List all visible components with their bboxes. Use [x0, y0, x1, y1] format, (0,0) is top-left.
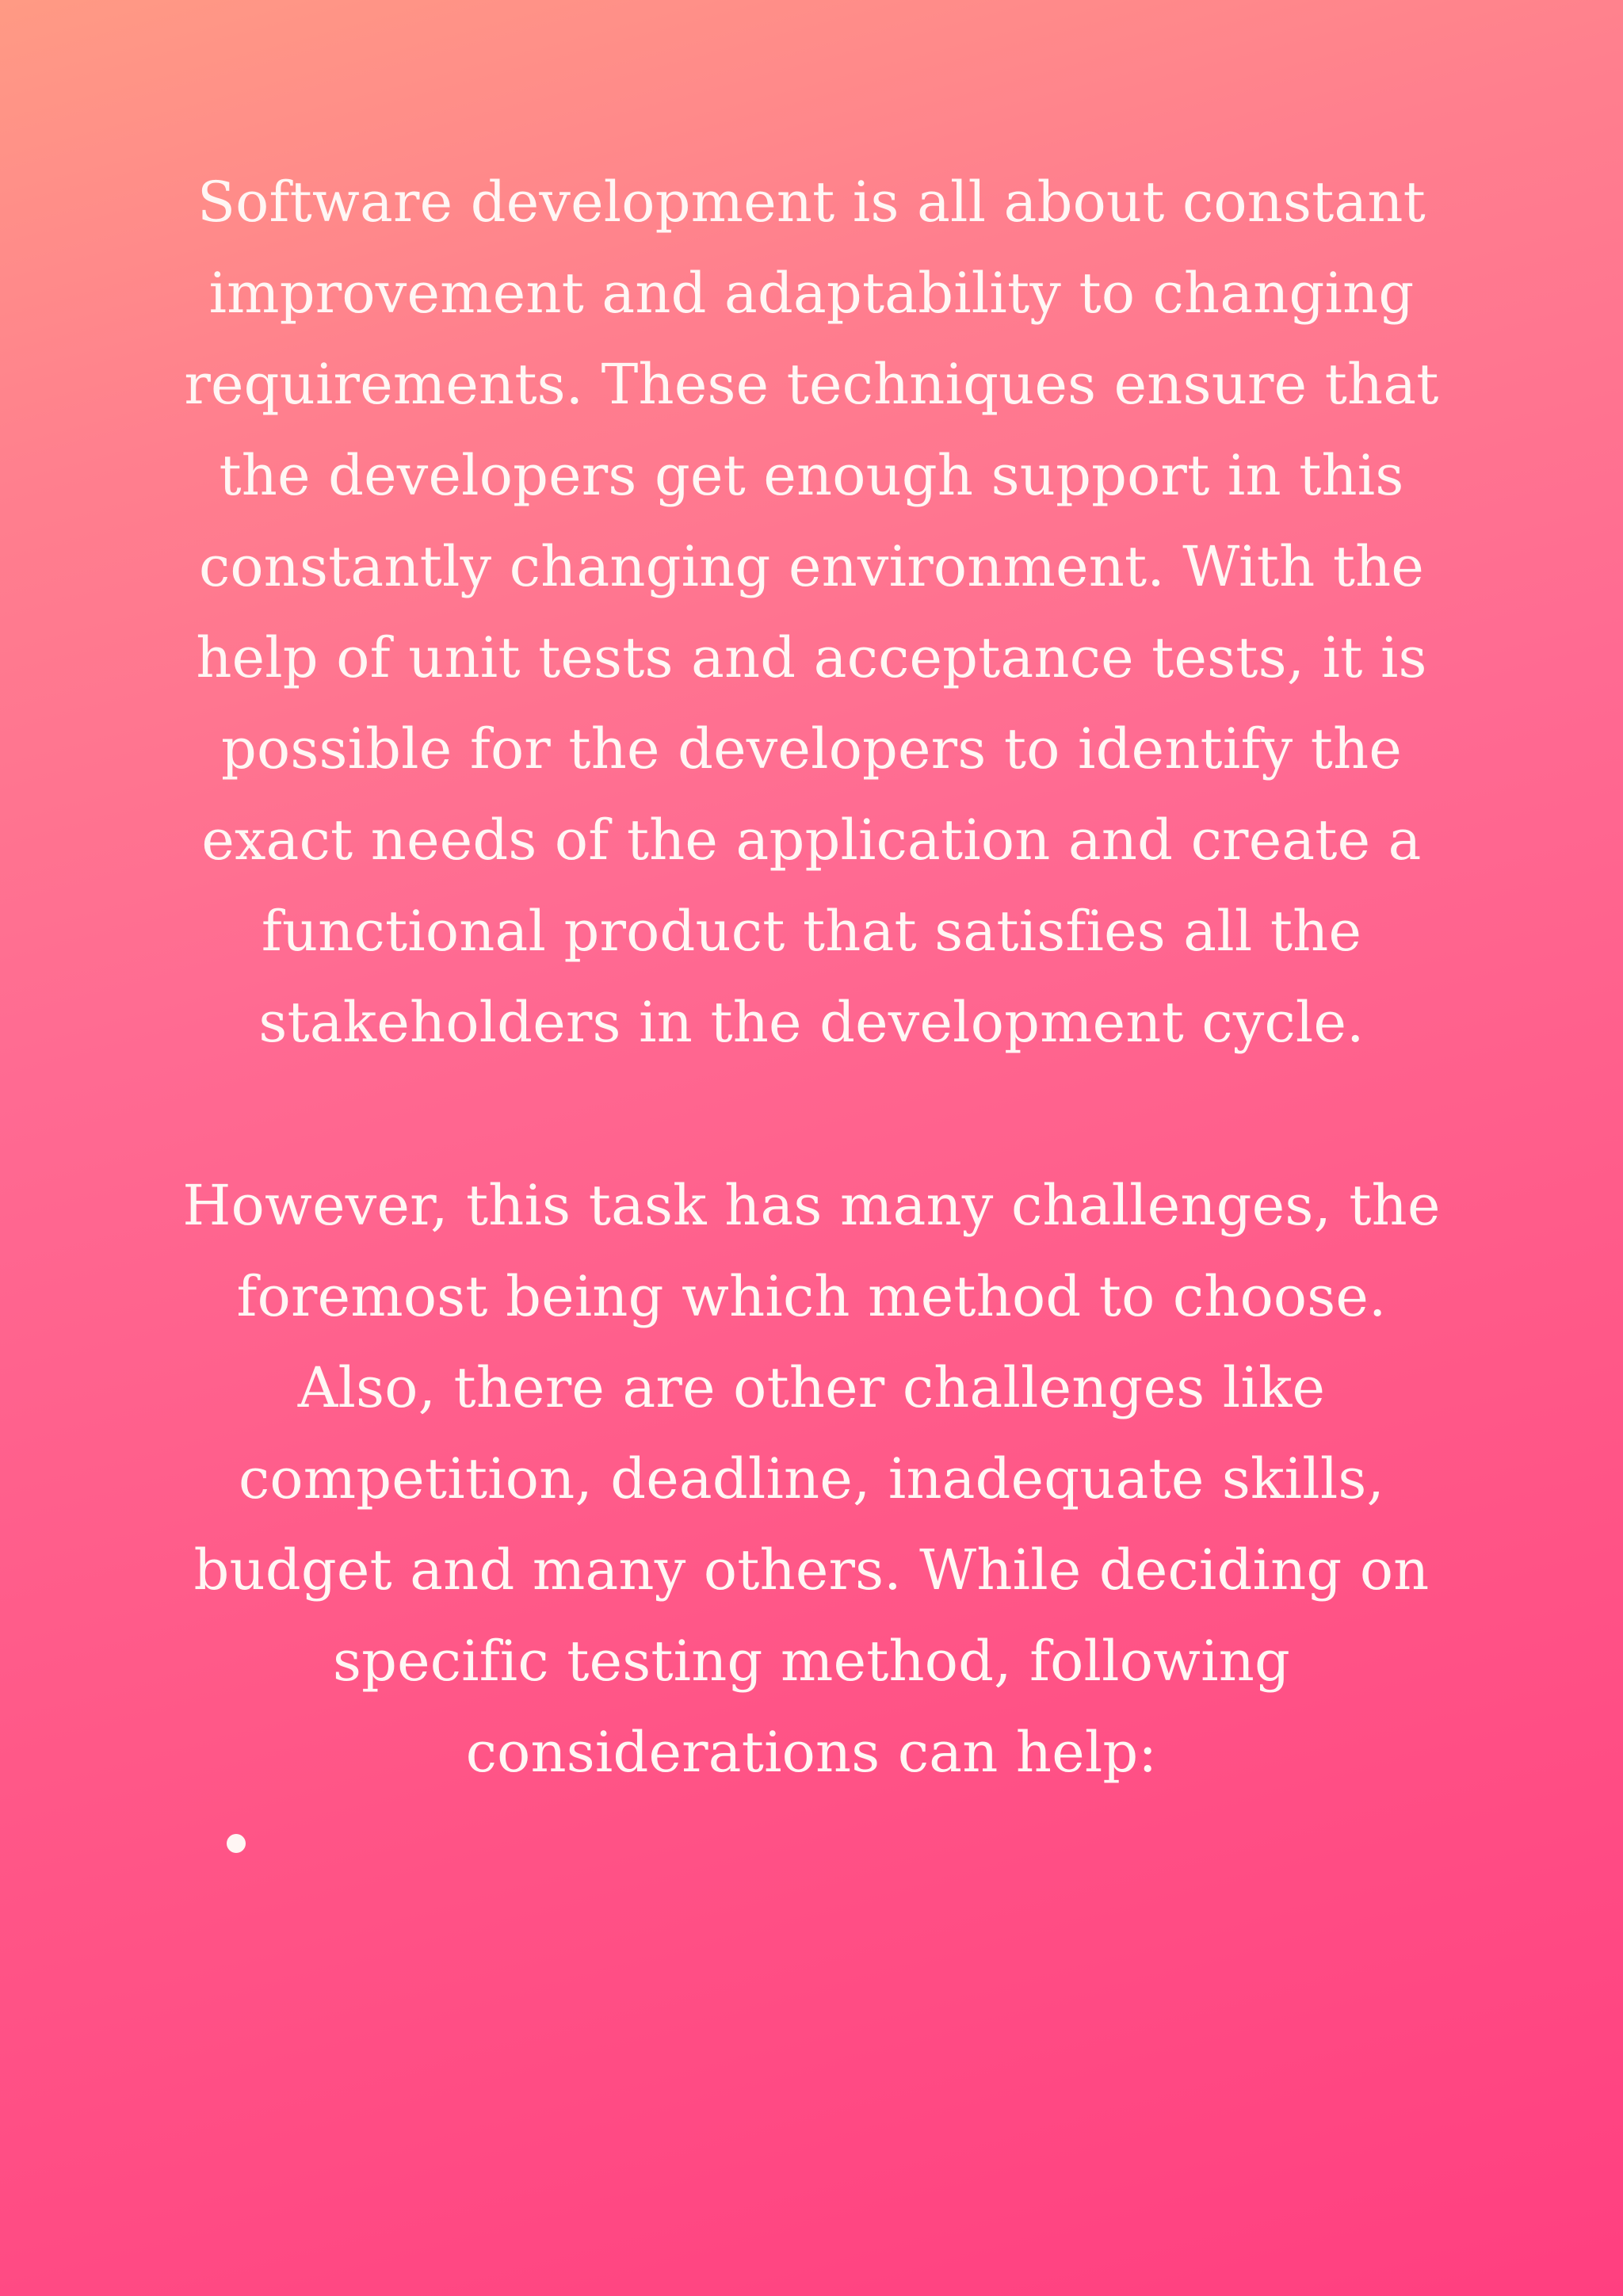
- paragraph-line: However, this task has many challenges, the: [182, 1173, 1441, 1238]
- paragraph-line: budget and many others. While deciding on: [193, 1538, 1430, 1603]
- paragraph-line: specific testing method, following: [332, 1629, 1291, 1694]
- paragraph-intro: [158, 157, 1465, 1068]
- paragraph-line: stakeholders in the development cycle.: [258, 990, 1365, 1055]
- paragraph-line: requirements. These techniques ensure that: [184, 352, 1439, 417]
- paragraph-challenges: [158, 1160, 1465, 1798]
- paragraph-line: exact needs of the application and create a: [201, 808, 1422, 873]
- paragraph-line: help of unit tests and acceptance tests, it is: [196, 625, 1427, 690]
- bullet-point-icon: [227, 1834, 246, 1853]
- paragraph-line: constantly changing environment. With the: [198, 534, 1425, 599]
- paragraph-line: functional product that satisfies all the: [261, 899, 1362, 964]
- paragraph-line: possible for the developers to identify the: [220, 716, 1403, 781]
- paragraph-line: considerations can help:: [465, 1720, 1158, 1785]
- paragraph-line: foremost being which method to choose.: [236, 1264, 1387, 1329]
- paragraph-line: improvement and adaptability to changing: [208, 261, 1415, 326]
- paragraph-line: Software development is all about constant: [197, 170, 1426, 235]
- paragraph-line: competition, deadline, inadequate skills,: [238, 1446, 1385, 1511]
- paragraph-line: the developers get enough support in this: [219, 443, 1404, 508]
- paragraph-line: Also, there are other challenges like: [297, 1355, 1326, 1420]
